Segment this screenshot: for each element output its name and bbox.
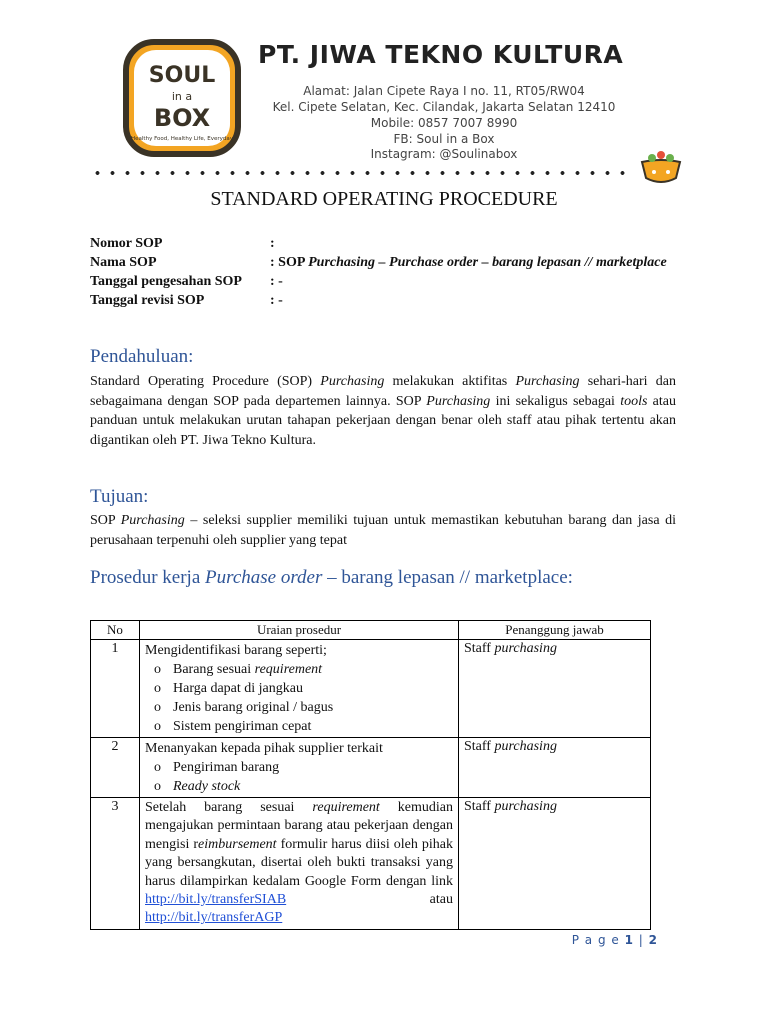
meta-row — [90, 291, 283, 310]
row-responsible: Staff purchasing — [459, 738, 651, 798]
svg-text:BOX: BOX — [153, 104, 211, 132]
meta-key: Tanggal revisi SOP — [90, 293, 205, 308]
meta-value: : - — [270, 293, 283, 308]
intro-text: Standard Operating Procedure (SOP) Purchasing melakukan aktifitas Purchasing sehari-hari dan sebagaimana dengan SOP pada departemen lainnya. SOP Purchasing ini sekaligus sebagai tools atau panduan untuk melakukan urutan tahapan pekerjaan dengan benar oleh staff atau pihak tertentu akan digantikan oleh PT. Jiwa Tekno Kultura. — [90, 374, 676, 448]
facebook-handle: FB: Soul in a Box — [393, 132, 495, 146]
meta-key: Nama SOP — [90, 255, 157, 270]
meta-row — [90, 253, 667, 272]
table-row — [91, 640, 651, 738]
list-item: o Jenis barang original / bagus — [154, 700, 334, 715]
instagram-handle: Instagram: @Soulinabox — [370, 147, 518, 161]
meta-row — [90, 272, 283, 291]
list-item: o Barang sesuai requirement — [154, 662, 323, 677]
svg-text:in a: in a — [171, 90, 193, 103]
col-header-no: No — [91, 621, 140, 640]
intro-heading: Pendahuluan: — [90, 346, 194, 367]
row-number: 3 — [91, 798, 140, 930]
col-header-description: Uraian prosedur — [140, 621, 459, 640]
meta-value: : - — [270, 274, 283, 289]
meta-value-sop-name: : SOP Purchasing – Purchase order – barang lepasan // marketplace — [270, 255, 667, 270]
intro-section — [90, 346, 193, 368]
list-item: o Harga dapat di jangkau — [154, 681, 303, 696]
address-line-1: Alamat: Jalan Cipete Raya I no. 11, RT05/RW04 — [303, 84, 585, 98]
dotted-divider — [90, 170, 630, 176]
meta-value: : — [270, 236, 275, 251]
goal-section — [90, 486, 148, 508]
mobile-number: Mobile: 0857 7007 8990 — [370, 116, 518, 130]
transfer-siab-link[interactable]: http://bit.ly/transferSIAB — [145, 892, 287, 908]
table-header-row — [91, 621, 651, 640]
row-responsible: Staff purchasing — [459, 640, 651, 738]
document-title: STANDARD OPERATING PROCEDURE — [210, 188, 558, 210]
col-header-responsible: Penanggung jawab — [459, 621, 651, 640]
list-item: o Sistem pengiriman cepat — [154, 719, 312, 734]
list-item: o Ready stock — [154, 779, 241, 794]
procedure-heading: Prosedur kerja Purchase order – barang lepasan // marketplace: — [90, 567, 573, 588]
row-description: Menanyakan kepada pihak supplier terkait o Pengiriman barang o Ready stock — [140, 738, 459, 798]
transfer-agp-link[interactable]: http://bit.ly/transferAGP — [145, 910, 283, 926]
food-bowl-icon — [636, 140, 686, 190]
bullet-list — [145, 758, 453, 796]
address-line-2: Kel. Cipete Selatan, Kec. Cilandak, Jakarta Selatan 12410 — [272, 100, 616, 114]
row-number: 2 — [91, 738, 140, 798]
bullet-list — [145, 660, 453, 736]
row-description: Mengidentifikasi barang seperti; o Barang sesuai requirement o Harga dapat di jangkau o Jenis barang original / bagus o Sistem pengiriman cepat — [140, 640, 459, 738]
company-name: PT. JIWA TEKNO KULTURA — [258, 40, 624, 69]
goal-text: SOP Purchasing – seleksi supplier memiliki tujuan untuk memastikan kebutuhan barang dan jasa di perusahaan terpenuhi oleh supplier yang tepat — [90, 513, 676, 548]
row-responsible: Staff purchasing — [459, 798, 651, 930]
procedure-table — [90, 620, 651, 930]
page-number: P a g e 1 | 2 — [571, 933, 658, 947]
row-number: 1 — [91, 640, 140, 738]
meta-row — [90, 234, 275, 253]
meta-key: Nomor SOP — [90, 236, 163, 251]
svg-text:Healthy Food, Healthy Life, Ev: Healthy Food, Healthy Life, Everyday — [131, 136, 233, 142]
meta-key: Tanggal pengesahan SOP — [90, 274, 242, 289]
table-row — [91, 738, 651, 798]
row-description: Setelah barang sesuai requirement kemudian mengajukan permintaan barang atau pekerjaan dengan mengisi reimbursement formulir harus diisi oleh pihak yang bersangkutan, disertai oleh bukti transaksi yang harus dilampirkan kedalam Google Form dengan link http://bit.ly/transferSIAB atau http://bit.ly/transferAGP — [140, 798, 459, 930]
svg-text:SOUL: SOUL — [148, 63, 216, 88]
table-row — [91, 798, 651, 930]
goal-heading: Tujuan: — [90, 486, 149, 507]
list-item: o Pengiriman barang — [154, 760, 280, 775]
